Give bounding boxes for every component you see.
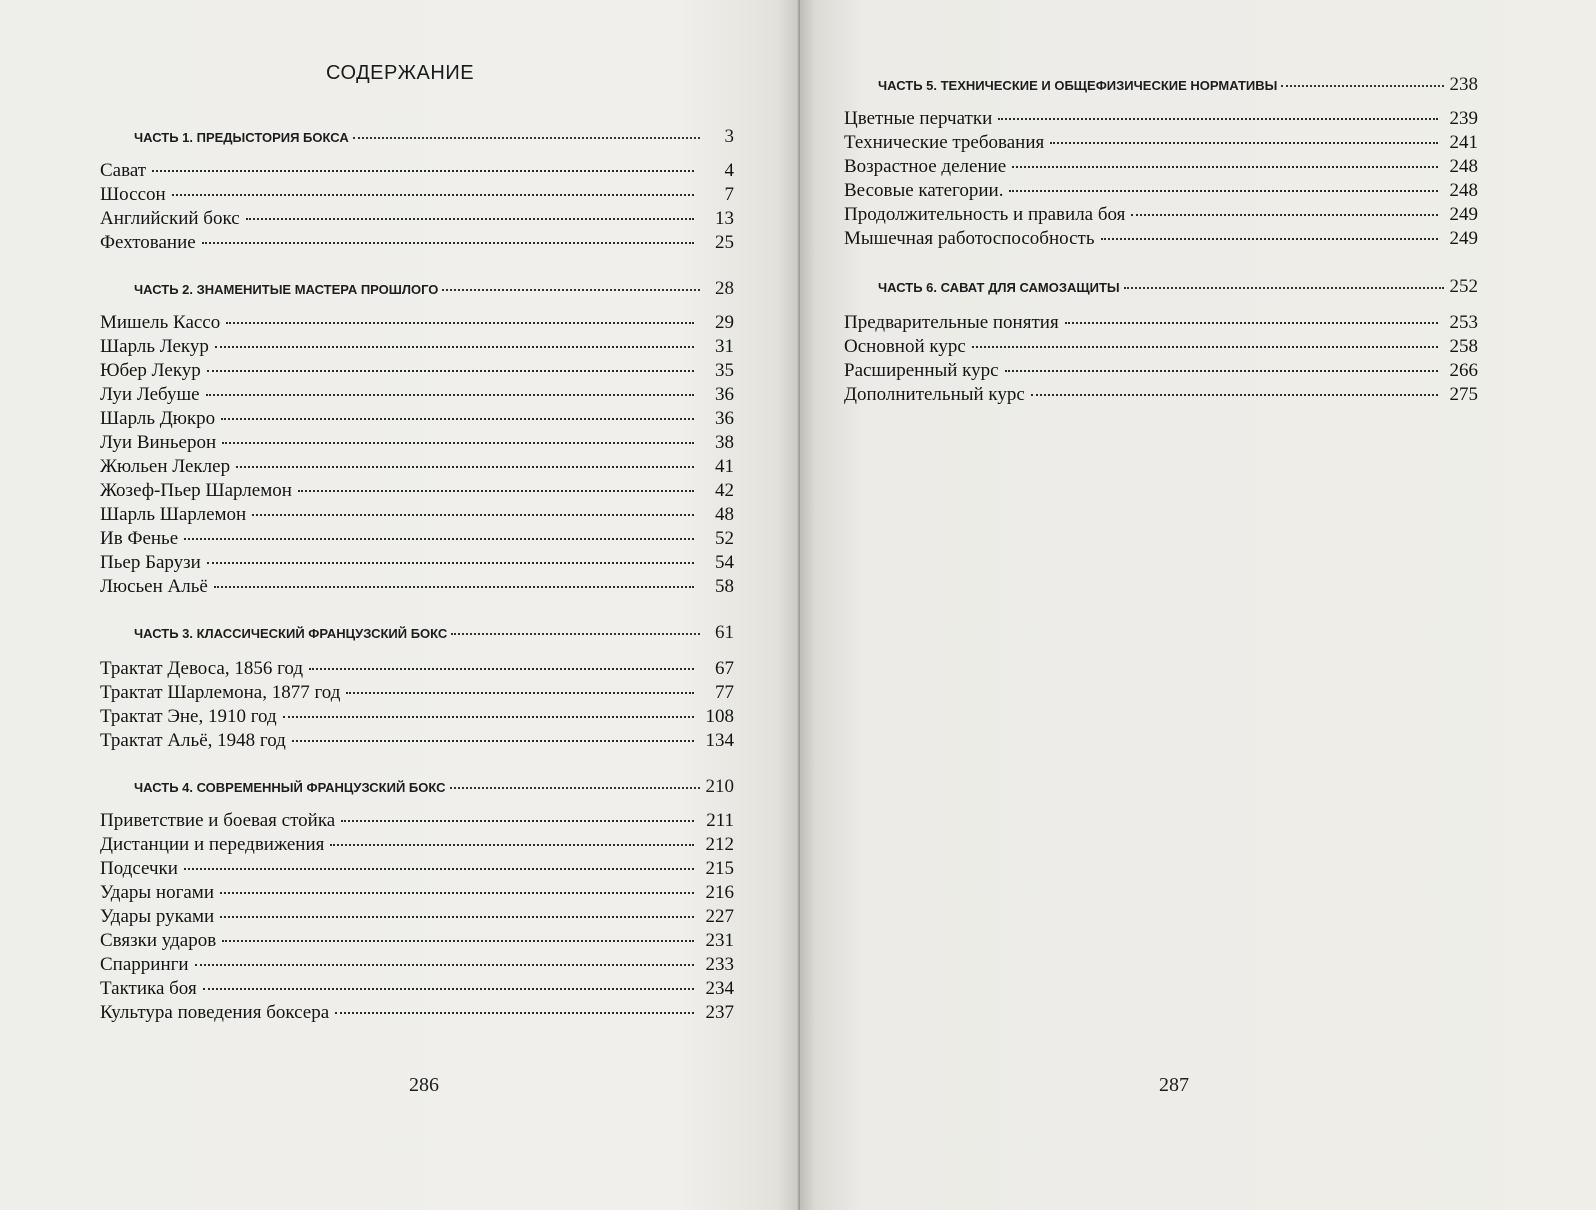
dot-leader: [222, 940, 694, 942]
toc-entry[interactable]: [100, 312, 734, 336]
dot-leader: [184, 868, 694, 870]
entry-page-number: 237: [705, 1002, 734, 1023]
dot-leader: [972, 346, 1438, 348]
toc-entry[interactable]: [844, 132, 1478, 156]
toc-entry[interactable]: [844, 228, 1478, 252]
part-page-number: 252: [1449, 276, 1478, 297]
entry-page-number: 38: [715, 432, 734, 453]
dot-leader: [215, 346, 694, 348]
entry-title: Спарринги: [100, 954, 189, 975]
toc-entry[interactable]: [100, 384, 734, 408]
toc-entry[interactable]: [100, 906, 734, 930]
entry-page-number: 42: [715, 480, 734, 501]
dot-leader: [203, 988, 694, 990]
entry-title: Технические требования: [844, 132, 1045, 153]
entry-title: Мышечная работоспособность: [844, 228, 1095, 249]
dot-leader: [172, 194, 694, 196]
toc-entry[interactable]: [100, 432, 734, 456]
toc-entry[interactable]: [844, 204, 1478, 228]
toc-entry[interactable]: [100, 834, 734, 858]
dot-leader: [246, 218, 694, 220]
toc-entry[interactable]: [100, 576, 734, 600]
entry-page-number: 31: [715, 336, 734, 357]
entry-page-number: 239: [1449, 108, 1478, 129]
toc-entry[interactable]: [100, 730, 734, 754]
entry-title: Шоссон: [100, 184, 166, 205]
entry-title: Приветствие и боевая стойка: [100, 810, 336, 831]
entry-page-number: 249: [1449, 204, 1478, 225]
part-page-number: 61: [715, 622, 734, 643]
part-page-number: 3: [724, 126, 734, 147]
entry-page-number: 275: [1449, 384, 1478, 405]
dot-leader: [1124, 287, 1444, 289]
dot-leader: [283, 716, 694, 718]
dot-leader: [442, 289, 700, 291]
entry-page-number: 233: [705, 954, 734, 975]
toc-entry[interactable]: [100, 184, 734, 208]
toc-entry[interactable]: [100, 232, 734, 256]
dot-leader: [998, 118, 1438, 120]
entry-title: Английский бокс: [100, 208, 240, 229]
dot-leader: [184, 538, 694, 540]
toc-entry[interactable]: [100, 706, 734, 730]
part-heading[interactable]: [134, 776, 734, 804]
toc-entry[interactable]: [100, 954, 734, 978]
dot-leader: [226, 322, 694, 324]
dot-leader: [451, 633, 700, 635]
dot-leader: [450, 787, 700, 789]
part-heading[interactable]: [134, 278, 734, 306]
toc-entry[interactable]: [100, 810, 734, 834]
dot-leader: [353, 137, 700, 139]
entry-page-number: 234: [705, 978, 734, 999]
toc-entry[interactable]: [100, 360, 734, 384]
entry-title: Шарль Лекур: [100, 336, 209, 357]
toc-entry[interactable]: [844, 180, 1478, 204]
entry-title: Сават: [100, 160, 147, 181]
entry-title: Трактат Шарлемона, 1877 год: [100, 682, 341, 703]
entry-page-number: 7: [724, 184, 734, 205]
entry-page-number: 77: [715, 682, 734, 703]
entry-title: Культура поведения боксера: [100, 1002, 330, 1023]
entry-title: Трактат Альё, 1948 год: [100, 730, 286, 751]
dot-leader: [1101, 238, 1439, 240]
dot-leader: [222, 442, 694, 444]
toc-entry[interactable]: [100, 504, 734, 528]
toc-entry[interactable]: [100, 1002, 734, 1026]
toc-entry[interactable]: [844, 360, 1478, 384]
entry-title: Дистанции и передвижения: [100, 834, 325, 855]
entry-title: Ив Фенье: [100, 528, 179, 549]
entry-title: Весовые категории.: [844, 180, 1004, 201]
entry-page-number: 253: [1449, 312, 1478, 333]
entry-title: Шарль Шарлемон: [100, 504, 247, 525]
entry-title: Удары руками: [100, 906, 215, 927]
dot-leader: [346, 692, 694, 694]
part-heading[interactable]: [134, 622, 734, 650]
page-number: 286: [409, 1074, 439, 1096]
toc-entry[interactable]: [100, 456, 734, 480]
entry-title: Основной курс: [844, 336, 966, 357]
toc-entry[interactable]: [100, 858, 734, 882]
dot-leader: [214, 586, 694, 588]
entry-title: Трактат Эне, 1910 год: [100, 706, 277, 727]
entry-title: Удары ногами: [100, 882, 214, 903]
entry-page-number: 54: [715, 552, 734, 573]
toc-entry[interactable]: [100, 528, 734, 552]
entry-page-number: 29: [715, 312, 734, 333]
dot-leader: [1009, 190, 1438, 192]
toc-entry[interactable]: [100, 978, 734, 1002]
dot-leader: [221, 418, 694, 420]
entry-title: Предварительные понятия: [844, 312, 1059, 333]
entry-page-number: 241: [1449, 132, 1478, 153]
entry-title: Расширенный курс: [844, 360, 999, 381]
entry-title: Дополнительный курс: [844, 384, 1025, 405]
toc-entry[interactable]: [100, 160, 734, 184]
part-label: ЧАСТЬ 4. СОВРЕМЕННЫЙ ФРАНЦУЗСКИЙ БОКС: [134, 780, 446, 795]
toc-entry[interactable]: [100, 930, 734, 954]
entry-title: Возрастное деление: [844, 156, 1007, 177]
entry-page-number: 134: [705, 730, 734, 751]
entry-page-number: 231: [705, 930, 734, 951]
toc-entry[interactable]: [844, 336, 1478, 360]
part-page-number: 238: [1449, 74, 1478, 95]
toc-entry[interactable]: [100, 658, 734, 682]
dot-leader: [202, 242, 694, 244]
entry-page-number: 36: [715, 384, 734, 405]
toc-entry[interactable]: [844, 108, 1478, 132]
page-number: 287: [1159, 1074, 1189, 1096]
part-label: ЧАСТЬ 3. КЛАССИЧЕСКИЙ ФРАНЦУЗСКИЙ БОКС: [134, 626, 448, 641]
dot-leader: [341, 820, 694, 822]
entry-page-number: 215: [705, 858, 734, 879]
part-heading[interactable]: [878, 74, 1478, 102]
dot-leader: [1131, 214, 1438, 216]
entry-page-number: 212: [705, 834, 734, 855]
entry-title: Шарль Дюкро: [100, 408, 216, 429]
entry-page-number: 248: [1449, 156, 1478, 177]
dot-leader: [220, 892, 694, 894]
dot-leader: [1065, 322, 1438, 324]
entry-page-number: 52: [715, 528, 734, 549]
contents-title: СОДЕРЖАНИЕ: [325, 62, 475, 84]
toc-entry[interactable]: [844, 384, 1478, 408]
dot-leader: [330, 844, 694, 846]
entry-title: Пьер Барузи: [100, 552, 201, 573]
dot-leader: [152, 170, 694, 172]
entry-page-number: 35: [715, 360, 734, 381]
entry-title: Продолжительность и правила боя: [844, 204, 1126, 225]
toc-entry[interactable]: [100, 208, 734, 232]
bleed-through-texture: [580, 70, 584, 90]
dot-leader: [1281, 85, 1444, 87]
part-heading[interactable]: [134, 126, 734, 154]
entry-page-number: 13: [715, 208, 734, 229]
part-label: ЧАСТЬ 1. ПРЕДЫСТОРИЯ БОКСА: [134, 130, 349, 145]
entry-title: Фехтование: [100, 232, 196, 253]
entry-page-number: 58: [715, 576, 734, 597]
dot-leader: [292, 740, 694, 742]
entry-title: Луи Лебуше: [100, 384, 200, 405]
part-page-number: 210: [705, 776, 734, 797]
dot-leader: [195, 964, 694, 966]
toc-entry[interactable]: [100, 336, 734, 360]
dot-leader: [207, 562, 694, 564]
entry-title: Жюльен Леклер: [100, 456, 231, 477]
part-heading[interactable]: [878, 276, 1478, 304]
entry-title: Тактика боя: [100, 978, 197, 999]
entry-title: Трактат Девоса, 1856 год: [100, 658, 304, 679]
part-label: ЧАСТЬ 5. ТЕХНИЧЕСКИЕ И ОБЩЕФИЗИЧЕСКИЕ НОРМАТИВЫ: [878, 78, 1278, 93]
right-page: [800, 0, 1596, 1210]
toc-entry[interactable]: [100, 480, 734, 504]
entry-page-number: 248: [1449, 180, 1478, 201]
entry-title: Мишель Кассо: [100, 312, 221, 333]
dot-leader: [1031, 394, 1438, 396]
part-label: ЧАСТЬ 6. САВАТ ДЛЯ САМОЗАЩИТЫ: [878, 280, 1120, 295]
dot-leader: [206, 394, 694, 396]
entry-page-number: 41: [715, 456, 734, 477]
entry-page-number: 25: [715, 232, 734, 253]
entry-title: Юбер Лекур: [100, 360, 201, 381]
entry-page-number: 227: [705, 906, 734, 927]
dot-leader: [252, 514, 694, 516]
entry-page-number: 249: [1449, 228, 1478, 249]
entry-page-number: 67: [715, 658, 734, 679]
dot-leader: [207, 370, 694, 372]
toc-entry[interactable]: [844, 312, 1478, 336]
entry-title: Жозеф-Пьер Шарлемон: [100, 480, 292, 501]
entry-page-number: 108: [705, 706, 734, 727]
toc-entry[interactable]: [100, 408, 734, 432]
dot-leader: [236, 466, 694, 468]
entry-page-number: 266: [1449, 360, 1478, 381]
dot-leader: [220, 916, 694, 918]
toc-entry[interactable]: [100, 882, 734, 906]
dot-leader: [1050, 142, 1438, 144]
dot-leader: [298, 490, 694, 492]
part-label: ЧАСТЬ 2. ЗНАМЕНИТЫЕ МАСТЕРА ПРОШЛОГО: [134, 282, 439, 297]
toc-entry[interactable]: [844, 156, 1478, 180]
part-page-number: 28: [715, 278, 734, 299]
entry-title: Подсечки: [100, 858, 178, 879]
entry-page-number: 36: [715, 408, 734, 429]
dot-leader: [309, 668, 694, 670]
toc-entry[interactable]: [100, 552, 734, 576]
entry-page-number: 48: [715, 504, 734, 525]
entry-page-number: 4: [724, 160, 734, 181]
entry-title: Луи Виньерон: [100, 432, 217, 453]
dot-leader: [1005, 370, 1438, 372]
entry-page-number: 211: [706, 810, 734, 831]
dot-leader: [1012, 166, 1438, 168]
entry-page-number: 216: [705, 882, 734, 903]
entry-title: Цветные перчатки: [844, 108, 993, 129]
toc-entry[interactable]: [100, 682, 734, 706]
entry-page-number: 258: [1449, 336, 1478, 357]
entry-title: Связки ударов: [100, 930, 217, 951]
dot-leader: [335, 1012, 694, 1014]
entry-title: Люсьен Альё: [100, 576, 208, 597]
